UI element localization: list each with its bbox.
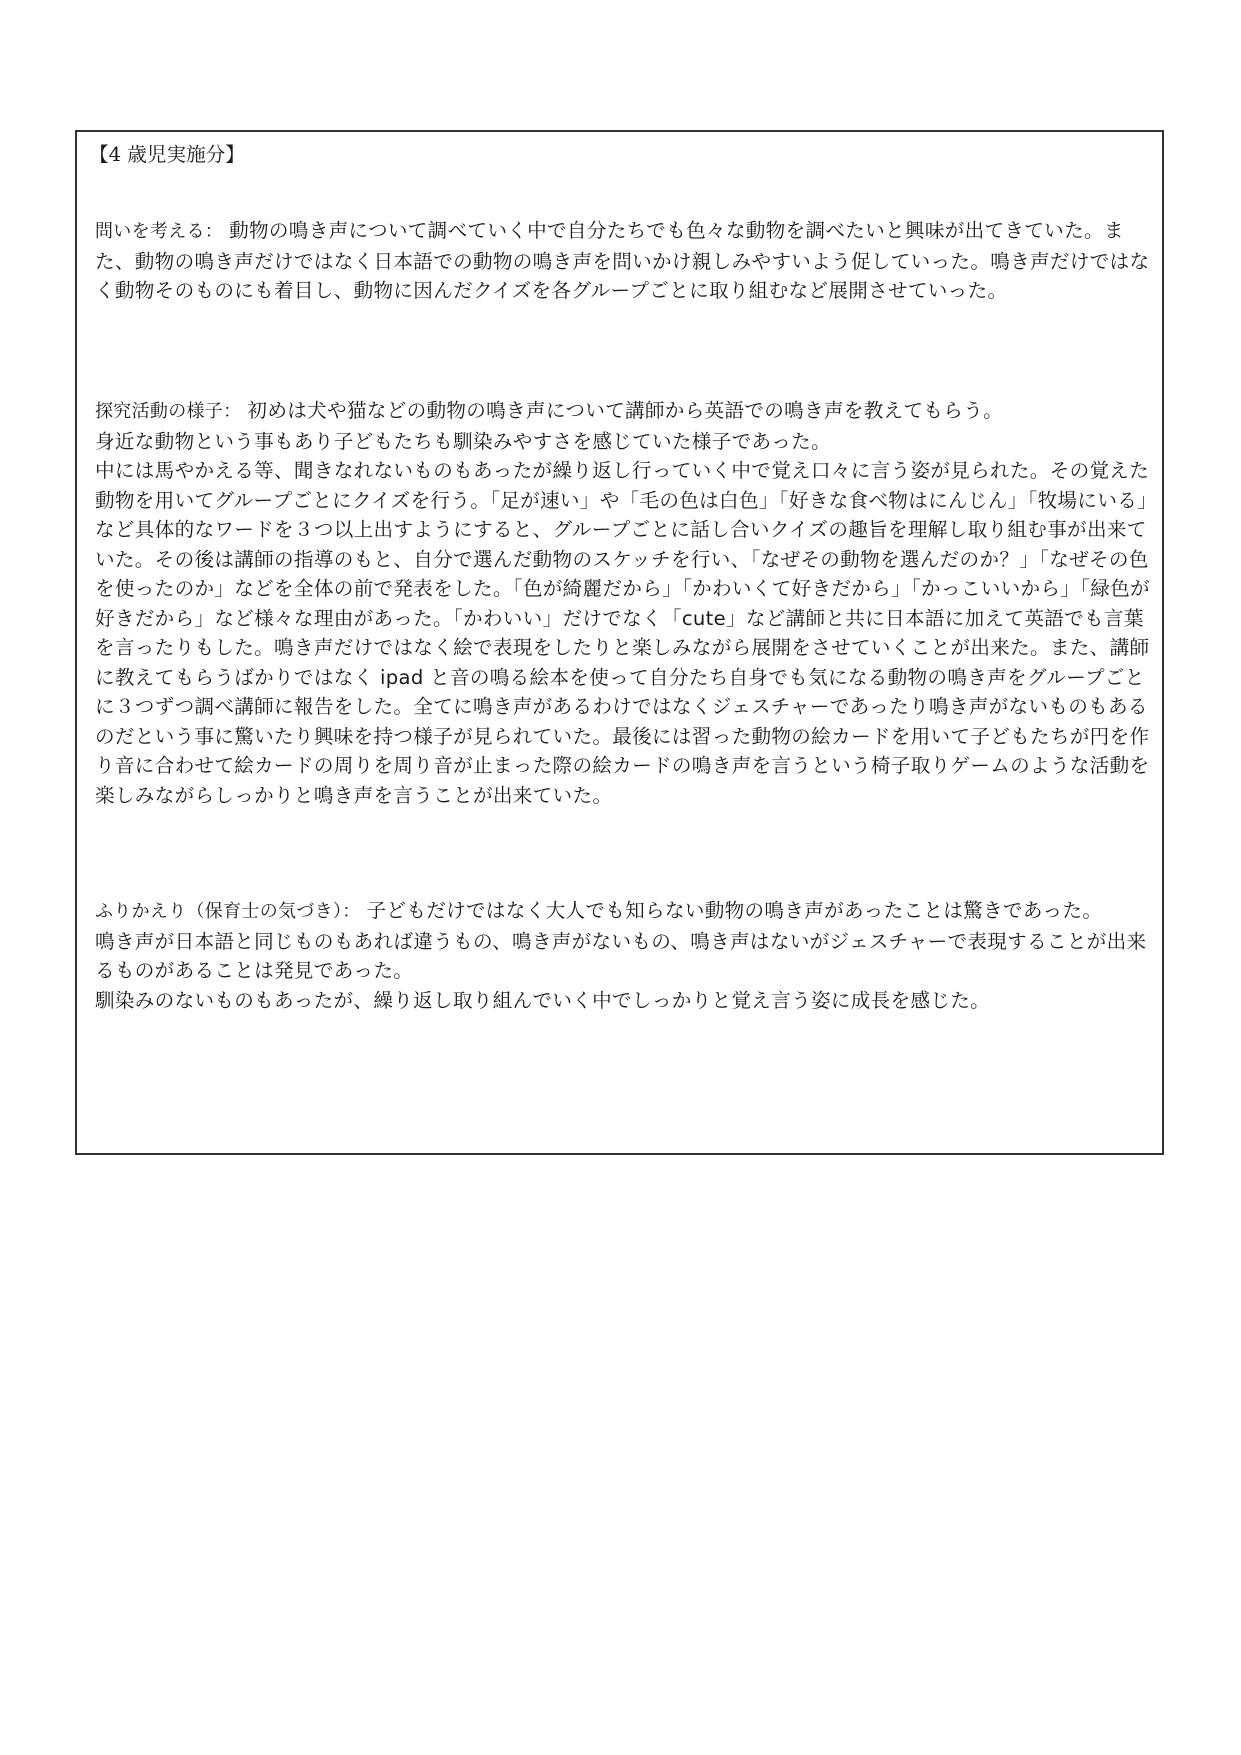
activity-line: 初めは犬や猫などの動物の鳴き声について講師から英語での鳴き声を教えてもらう。 xyxy=(247,399,1003,422)
activity-paragraph xyxy=(95,396,1150,810)
reflection-line: 子どもだけではなく大人でも知らない動物の鳴き声があったことは驚きであった。 xyxy=(366,899,1103,922)
question-paragraph xyxy=(95,216,1150,306)
question-label: 問いを考える： xyxy=(95,221,230,242)
reflection-line: 馴染みのないものもあったが、繰り返し取り組んでいく中でしっかりと覚え言う姿に成長を感じた。 xyxy=(95,988,991,1012)
section-heading: 【4 歳児実施分】 xyxy=(89,143,245,166)
reflection-label: ふりかえり（保育士の気づき）： xyxy=(95,901,367,922)
reflection-line: 鳴き声が日本語と同じものもあれば違うもの、鳴き声がないもの、鳴き声はないがジェスチャーで表現することが出来るものがあることは発見であった。 xyxy=(95,929,1147,982)
activity-line: 身近な動物という事もあり子どもたちも馴染みやすさを感じていた様子であった。 xyxy=(95,429,831,453)
report-box xyxy=(75,130,1164,1155)
activity-label: 探究活動の様子： xyxy=(95,401,248,422)
question-text: 動物の鳴き声について調べていく中で自分たちでも色々な動物を調べたいと興味が出てきていた。また、動物の鳴き声だけではなく日本語での動物の鳴き声を問いかけ親しみやすいよう促していった。鳴き声だけではなく動物そのものにも着目し、動物に因んだクイズを各グループごとに取り組むなど展開させていった。 xyxy=(95,219,1150,302)
reflection-paragraph xyxy=(95,896,1150,1015)
activity-line: 中には馬やかえる等、聞きなれないものもあったが繰り返し行っていく中で覚え口々に言う姿が見られた。その覚えた動物を用いてグループごとにクイズを行う。「足が速い」や「毛の色は白色」「好きな食べ物はにんじん」「牧場にいる」など具体的なワードを３つ以上出すようにすると、グループごとに話し合いクイズの趣旨を理解し取り組む事が出来ていた。その後は講師の指導のもと、自分で選んだ動物のスケッチを行い、「なぜその動物を選んだのか？」「なぜその色を使ったのか」などを全体の前で発表をした。「色が綺麗だから」「かわいくて好きだから」「かっこいいから」「緑色が好きだから」など様々な理由があった。「かわいい」だけでなく「cute」など講師と共に日本語に加えて英語でも言葉を言ったりもした。鳴き声だけではなく絵で表現をしたりと楽しみながら展開をさせていくことが出来た。また、講師に教えてもらうばかりではなく ipad と音の鳴る絵本を使って自分たち自身でも気になる動物の鳴き声をグループごとに３つずつ調べ講師に報告をした。全てに鳴き声があるわけではなくジェスチャーであったり鳴き声がないものもあるのだという事に驚いたり興味を持つ様子が見られていた。最後には習った動物の絵カードを用いて子どもたちが円を作り音に合わせて絵カードの周りを周り音が止まった際の絵カードの鳴き声を言うという椅子取りゲームのような活動を楽しみながらしっかりと鳴き声を言うことが出来ていた。 xyxy=(95,459,1150,807)
